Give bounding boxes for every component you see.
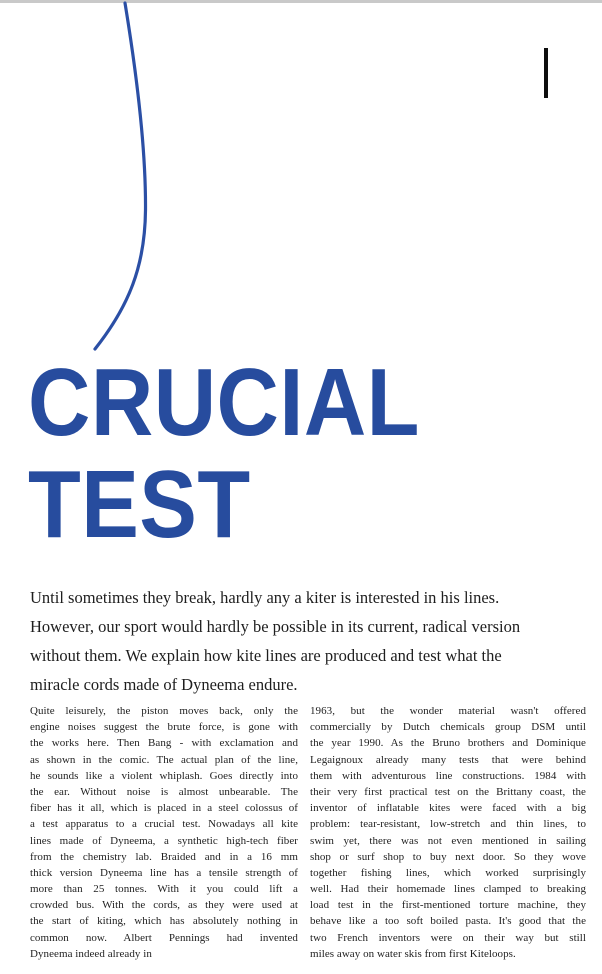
body-column-right-line: miles away on water skis from first Kiteloops. — [310, 947, 516, 960]
body-column-left-line: lines made of Dyneema, a synthetic high-tech fiber — [30, 834, 298, 847]
article-title — [28, 349, 420, 558]
body-column-right-line: together fishing lines, which worked surprisingly — [310, 866, 586, 879]
article-intro-paragraph-line: Until sometimes they break, hardly any a kiter is interested in his lines. — [30, 588, 500, 607]
body-column-right-line: them with adventurous line constructions. 1984 with — [310, 769, 586, 782]
body-column-right-line: behave like a too soft boiled pasta. It's good that the — [310, 915, 586, 928]
body-column-left-line: thick version Dyneema line has a tensile strength of — [30, 866, 298, 879]
article-title-line2: TEST — [28, 451, 251, 558]
body-column-right-line: inventor of inflatable kites were faced with a big — [310, 802, 586, 815]
body-column-left — [30, 703, 298, 962]
body-column-left-line: Dyneema indeed already in — [30, 947, 152, 960]
body-column-left-line: common now. Albert Pennings had invented — [30, 931, 298, 944]
body-column-right-line: two French inventors were on their way but still — [310, 931, 586, 944]
body-column-right-line: swim yet, there was not even mentioned in sailing — [310, 834, 586, 847]
body-column-left-line: Quite leisurely, the piston moves back, only the — [30, 705, 298, 717]
body-column-left-line: he sounds like a violent whiplash. Goes directly into — [30, 769, 298, 782]
body-column-right-line: 1963, but the wonder material wasn't offered — [310, 705, 586, 717]
article-body — [30, 703, 586, 962]
body-column-left-line: fiber has it all, which is placed in a steel colossus of — [30, 802, 298, 815]
body-column-right-line: their very first practical test on the Brittany coast, the — [310, 785, 586, 798]
article-intro-paragraph-line: without them. We explain how kite lines are produced and test what the — [30, 646, 502, 665]
article-intro-paragraph-line: However, our sport would hardly be possible in its current, radical version — [30, 617, 521, 636]
body-column-left-line: the start of kiting, which has absolutely nothing in — [30, 915, 298, 928]
body-column-right-line: problem: tear-resistant, low-stretch and thin lines, to — [310, 818, 586, 831]
body-column-left-line: a test apparatus to a crucial test. Nowadays all kite — [30, 818, 298, 831]
body-column-right-line: well. Had their homemade lines clamped to breaking — [310, 883, 586, 896]
body-column-right-line: the year 1990. As the Bruno brothers and Dominique — [310, 737, 586, 750]
kite-line-curve-graphic — [0, 0, 602, 365]
body-column-right-line: shop or surf shop to buy next door. So they wove — [310, 850, 586, 863]
body-column-right-line: commercially by Dutch chemicals group DSM until — [310, 721, 586, 734]
body-column-right — [310, 703, 586, 962]
body-column-left-line: as shown in the comic. The actual plan of the line, — [30, 753, 298, 766]
body-column-left-line: crowded bus. With the cords, as they were used at — [30, 899, 298, 912]
article-intro-paragraph — [30, 583, 602, 699]
kite-line-curve-path — [95, 3, 146, 349]
article-title-line1: CRUCIAL — [28, 349, 420, 456]
body-column-left-line: the ear. Without noise is almost unbearable. The — [30, 785, 298, 798]
body-column-left-line: the works here. Then Bang - with exclamation and — [30, 737, 298, 750]
page-corner-tick-mark — [544, 48, 548, 98]
body-column-left-line: from the chemistry lab. Braided and in a 16 mm — [30, 850, 298, 863]
body-column-left-line: engine noises suggest the brute force, is gone with — [30, 721, 298, 734]
body-column-right-line: Legaignoux already many tests that were behind — [310, 753, 586, 766]
body-column-right-line: load test in the first-mentioned torture machine, they — [310, 899, 586, 912]
article-intro-paragraph-line: miracle cords made of Dyneema endure. — [30, 675, 298, 694]
body-column-left-line: more than 25 tonnes. With it you could lift a — [30, 883, 298, 896]
page-top-edge-line — [0, 0, 602, 3]
